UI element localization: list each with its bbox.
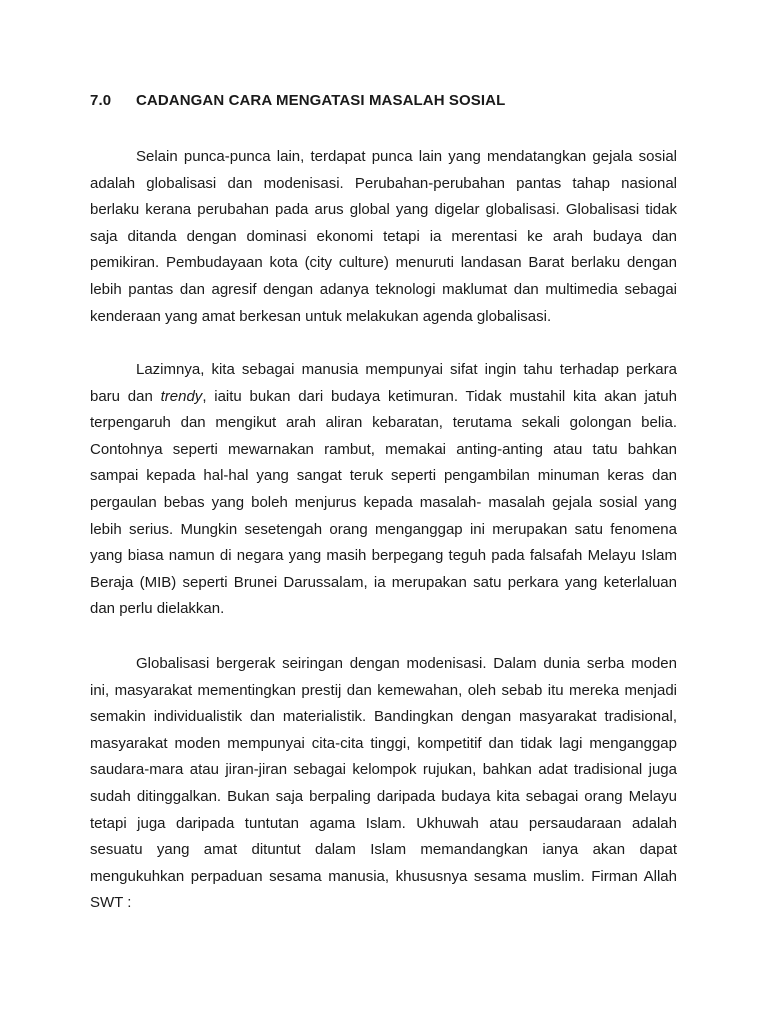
- paragraph-text: Lazimnya, kita sebagai manusia mempunyai sifat ingin tahu terhadap perkara baru dan: [90, 361, 677, 405]
- section-title: CADANGAN CARA MENGATASI MASALAH SOSIAL: [136, 92, 506, 109]
- italic-term: trendy: [160, 387, 203, 405]
- paragraph-globalisasi: Selain punca-punca lain, terdapat punca lain yang mendatangkan gejala sosial adalah globalisasi dan modenisasi. Perubahan-perubahan pantas tahap nasional berlaku kerana perubahan pada arus global yang digelar globalisasi. Globalisasi tidak saja ditanda dengan dominasi ekonomi tetapi ia merentasi ke arah budaya dan pemikiran. Pembudayaan kota (city culture) menuruti landasan Barat berlaku dengan lebih pantas dan agresif dengan adanya teknologi maklumat dan multimedia sebagai kenderaan yang amat berkesan untuk melakukan agenda globalisasi.: [90, 148, 677, 325]
- paragraph-lazimnya: [90, 357, 677, 623]
- section-heading: [90, 92, 505, 109]
- paragraph-modenisasi: Globalisasi bergerak seiringan dengan modenisasi. Dalam dunia serba moden ini, masyarakat mementingkan prestij dan kemewahan, oleh sebab itu mereka menjadi semakin individualistik dan materialistik. Bandingkan dengan masyarakat tradisional, masyarakat moden mempunyai cita-cita tinggi, kompetitif dan tidak lagi menganggap saudara-mara atau jiran-jiran sebagai kelompok rujukan, bahkan adat tradisional juga sudah ditinggalkan. Bukan saja berpaling daripada budaya kita sebagai orang Melayu tetapi juga daripada tuntutan agama Islam. Ukhuwah atau persaudaraan adalah sesuatu yang amat dituntut dalam Islam memandangkan ianya akan dapat mengukuhkan perpaduan sesama manusia, khususnya sesama muslim. Firman Allah SWT :: [90, 655, 677, 912]
- paragraph-text: , iaitu bukan dari budaya ketimuran. Tidak mustahil kita akan jatuh terpengaruh dan mengikut arah aliran kebaratan, terutama sekali golongan belia. Contohnya seperti mewarnakan rambut, memakai anting-anting atau tatu bahkan sampai kepada hal-hal yang sangat teruk seperti pengambilan minuman keras dan pergaulan bebas yang boleh menjurus kepada masalah- masalah gejala sosial yang lebih serius. Mungkin sesetengah orang menganggap ini merupakan satu fenomena yang biasa namun di negara yang masih berpegang teguh pada falsafah Melayu Islam Beraja (MIB) seperti Brunei Darussalam, ia merupakan satu perkara yang keterlaluan dan perlu dielakkan.: [90, 387, 677, 618]
- section-number: 7.0: [90, 92, 112, 109]
